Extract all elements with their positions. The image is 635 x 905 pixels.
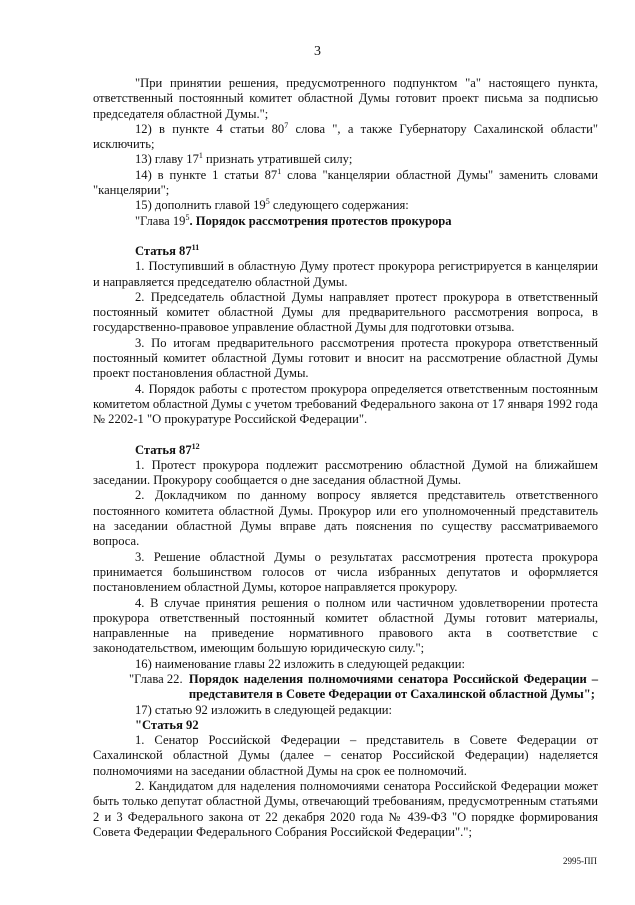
article-92-item-2: 2. Кандидатом для наделения полномочиями сенатора Российской Федерации может быть только депутат областной Думы, отвечающий требованиям, предусмотренным статьями 2 и 3 Федерального закона от 22 декабря 2020 года № 439-ФЗ "О порядке формирования Совета Федерации Федерального Собрания Российской Федерации"."; [93, 779, 598, 839]
item-12: 12) в пункте 4 статьи $80^7$ слова ", а также Губернатору Сахалинской области" исключить; [93, 120, 598, 152]
article-87-12-heading: Статья $87^{12}$ [135, 441, 200, 457]
article-87-12-item-1: 1. Протест прокурора подлежит рассмотрению областной Думой на ближайшем заседании. Прокурору сообщается о дне заседания областной Думы. [93, 457, 598, 488]
paragraph-quote: "При принятии решения, предусмотренного подпунктом "а" настоящего пункта, ответственный постоянный комитет областной Думы готовит проект письма за подписью председателя областной Думы."; [93, 76, 598, 121]
item-16: 16) наименование главы 22 изложить в следующей редакции: [135, 656, 465, 671]
article-87-11-item-1: 1. Поступивший в областную Думу протест прокурора регистрируется в канцелярии и направляется председателю областной Думы. [93, 259, 598, 289]
article-87-11-item-4: 4. Порядок работы с протестом прокурора определяется ответственным постоянным комитетом областной Думы с учетом требований Федерального закона от 17 января 1992 года № 2202-1 "О прокуратуре Российской Федерации". [93, 381, 598, 427]
page-number: 3 [314, 44, 321, 59]
article-87-12-item-2: 2. Докладчиком по данному вопросу является представитель ответственного постоянного комитета областной Думы. Прокурор или его уполномоченный представитель на заседании областной Думы вправе дать пояснения по существу рассматриваемого вопроса. [93, 488, 598, 549]
article-87-11-item-3: 3. По итогам предварительного рассмотрения протеста прокурора ответственный постоянный комитет областной Думы готовит и вносит на рассмотрение областной Думы проект постановления областной Думы. [93, 335, 598, 381]
article-87-11-item-2: 2. Председатель областной Думы направляет протест прокурора в ответственный постоянный комитет областной Думы для предварительного рассмотрения вопроса, в государственно-правовое управление областной Думы для подготовки отзыва. [93, 289, 598, 335]
item-15: 15) дополнить главой $19^5$ следующего содержания: [135, 197, 409, 213]
article-87-11-heading: Статья $87^{11}$ [135, 242, 200, 258]
document-code: 2995-ПП [563, 856, 597, 866]
article-92-heading: "Статья 92 [135, 717, 199, 732]
item-14: 14) в пункте 1 статьи $87^1$ слова "канцелярии областной Думы" заменить словами "канцелярии"; [93, 166, 598, 198]
article-92-item-1: 1. Сенатор Российской Федерации – представитель в Совете Федерации от Сахалинской областной Думы (далее – сенатор Российской Федерации) наделяется полномочиями на заседании областной Думы на срок ее полномочий. [93, 733, 598, 778]
chapter-22-number: "Глава 22. [129, 671, 189, 686]
article-87-12-item-4: 4. В случае принятия решения о полном или частичном удовлетворении протеста прокурора ответственный постоянный комитет областной Думы готовит материалы, направленные на приведение нормативного правового акта в соответствие с законодательством, имеющим большую юридическую силу."; [93, 595, 598, 656]
item-13: 13) главу $17^1$ признать утратившей силу; [135, 151, 353, 167]
chapter-22-title [129, 672, 598, 703]
item-17: 17) статью 92 изложить в следующей редакции: [135, 702, 393, 717]
document-body [93, 76, 598, 840]
article-87-12-item-3: 3. Решение областной Думы о результатах рассмотрения протеста прокурора принимается большинством голосов от числа избранных депутатов и оформляется постановлением областной Думы, которое направляется прокурору. [93, 549, 598, 595]
chapter-19-5-title: "Глава $19^5$. Порядок рассмотрения протестов прокурора [135, 212, 452, 228]
chapter-22-name: Порядок наделения полномочиями сенатора Российской Федерации – представителя в Совете Федерации от Сахалинской областной Думы"; [188, 671, 598, 702]
